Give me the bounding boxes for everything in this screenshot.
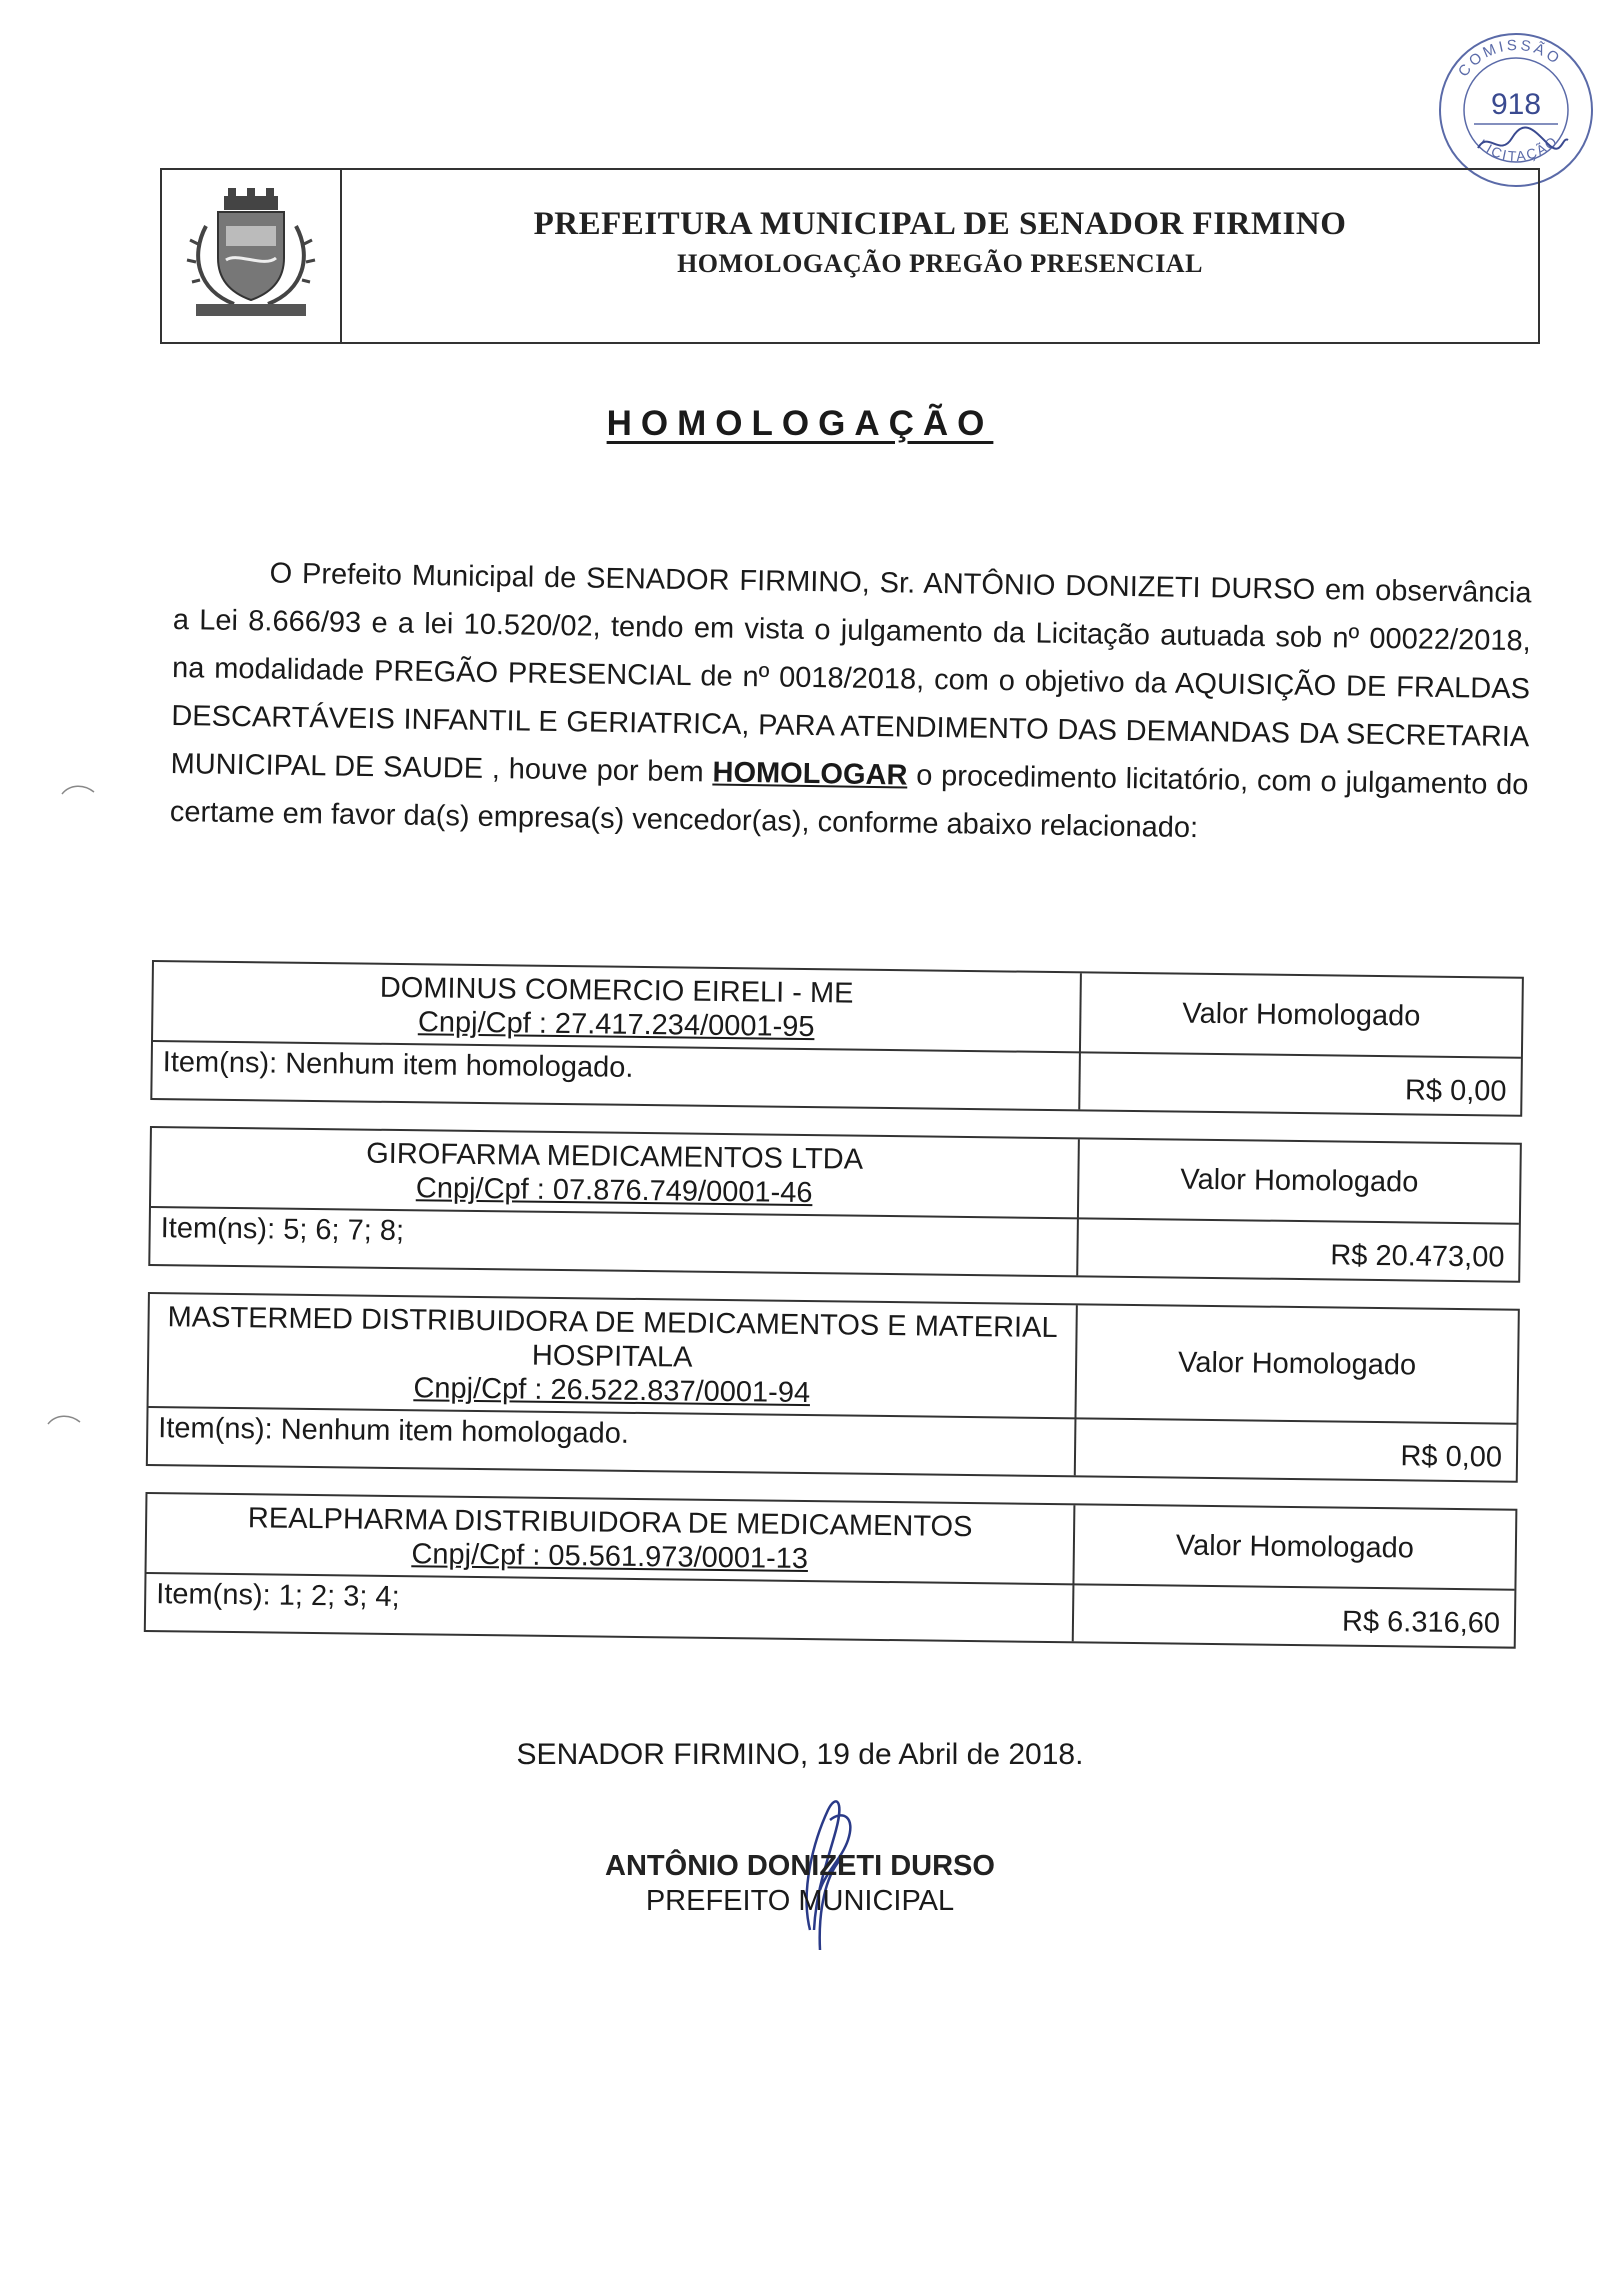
stamp-number: 918 [1490, 88, 1542, 121]
company-cnpj: Cnpj/Cpf : 07.876.749/0001-46 [415, 1172, 813, 1210]
company-cell [151, 1128, 1080, 1219]
winner-table [146, 1292, 1520, 1483]
company-cell [146, 1494, 1075, 1585]
municipal-crest-cell [162, 170, 342, 342]
stamp-bottom-text: LICITAÇÃO [1475, 132, 1562, 165]
place-date: SENADOR FIRMINO, 19 de Abril de 2018. [516, 1738, 1084, 1771]
company-cell [149, 1294, 1078, 1419]
homologation-paragraph [169, 548, 1531, 857]
company-cell [153, 962, 1082, 1053]
winners-list [143, 960, 1523, 1675]
company-cnpj: Cnpj/Cpf : 27.417.234/0001-95 [417, 1006, 815, 1044]
valor-amount: R$ 20.473,00 [1330, 1239, 1505, 1274]
homologar-keyword: HOMOLOGAR [712, 756, 908, 792]
letterhead [160, 168, 1540, 344]
items-cell: Item(ns): Nenhum item homologado. [152, 1042, 1081, 1109]
valor-homologado-label: Valor Homologado [1079, 1139, 1520, 1224]
valor-amount: R$ 6.316,60 [1341, 1605, 1501, 1640]
winner-table [144, 1492, 1518, 1649]
valor-homologado-label: Valor Homologado [1074, 1505, 1515, 1590]
company-name: REALPHARMA DISTRIBUIDORA DE MEDICAMENTOS [247, 1502, 973, 1544]
valor-homologado-label: Valor Homologado [1076, 1305, 1517, 1424]
paragraph-text-after: o procedimento licitatório, com o julgamento do certame em favor da(s) empresa(s) vencedor(as), conforme abaixo relacionado: [169, 759, 1529, 845]
company-name: DOMINUS COMERCIO EIRELI - ME [379, 971, 854, 1010]
signatory-name: ANTÔNIO DONIZETI DURSO [605, 1850, 995, 1882]
company-cnpj: Cnpj/Cpf : 05.561.973/0001-13 [411, 1538, 809, 1576]
municipal-crest-icon [176, 186, 326, 326]
signatory-block [0, 1850, 1600, 1918]
valor-homologado-label: Valor Homologado [1081, 973, 1522, 1058]
winner-table [148, 1126, 1522, 1283]
header-subtitle: HOMOLOGAÇÃO PREGÃO PRESENCIAL [677, 249, 1203, 278]
paragraph-text-before: O Prefeito Municipal de SENADOR FIRMINO, Sr. ANTÔNIO DONIZETI DURSO em observância a Lei 8.666/93 e a lei 10.520/02, tendo em vista o julgamento da Licitação autuada sob nº 00022/2018, na modalidade PREGÃO PRESENCIAL de nº 0018/2018, com o objetivo da AQUISIÇÃO DE FRALDAS DESCARTÁVEIS INFANTIL E GERIATRICA, PARA ATENDIMENTO DAS DEMANDAS DA SECRETARIA MUNICIPAL DE SAUDE , houve por bem [170, 557, 1532, 789]
svg-text:LICITAÇÃO [1475, 132, 1561, 164]
document-title [0, 404, 1600, 444]
stamp-top-text: COMISSÃO [1454, 36, 1565, 81]
company-name: MASTERMED DISTRIBUIDORA DE MEDICAMENTOS E MATERIAL HOSPITALA [167, 1301, 1058, 1374]
valor-amount: R$ 0,00 [1400, 1440, 1503, 1474]
items-cell: Item(ns): Nenhum item homologado. [148, 1408, 1077, 1475]
header-title: PREFEITURA MUNICIPAL DE SENADOR FIRMINO [533, 206, 1347, 242]
company-cnpj: Cnpj/Cpf : 26.522.837/0001-94 [413, 1372, 811, 1410]
scan-margin-mark [60, 782, 96, 796]
items-cell: Item(ns): 5; 6; 7; 8; [150, 1208, 1079, 1275]
company-name: GIROFARMA MEDICAMENTOS LTDA [366, 1137, 864, 1176]
scan-margin-mark [46, 1412, 82, 1426]
signatory-role: PREFEITO MUNICIPAL [645, 1885, 955, 1917]
document-title-text: HOMOLOGAÇÃO [606, 404, 994, 443]
items-cell: Item(ns): 1; 2; 3; 4; [146, 1574, 1075, 1641]
winner-table [150, 960, 1524, 1117]
valor-amount: R$ 0,00 [1404, 1074, 1507, 1108]
